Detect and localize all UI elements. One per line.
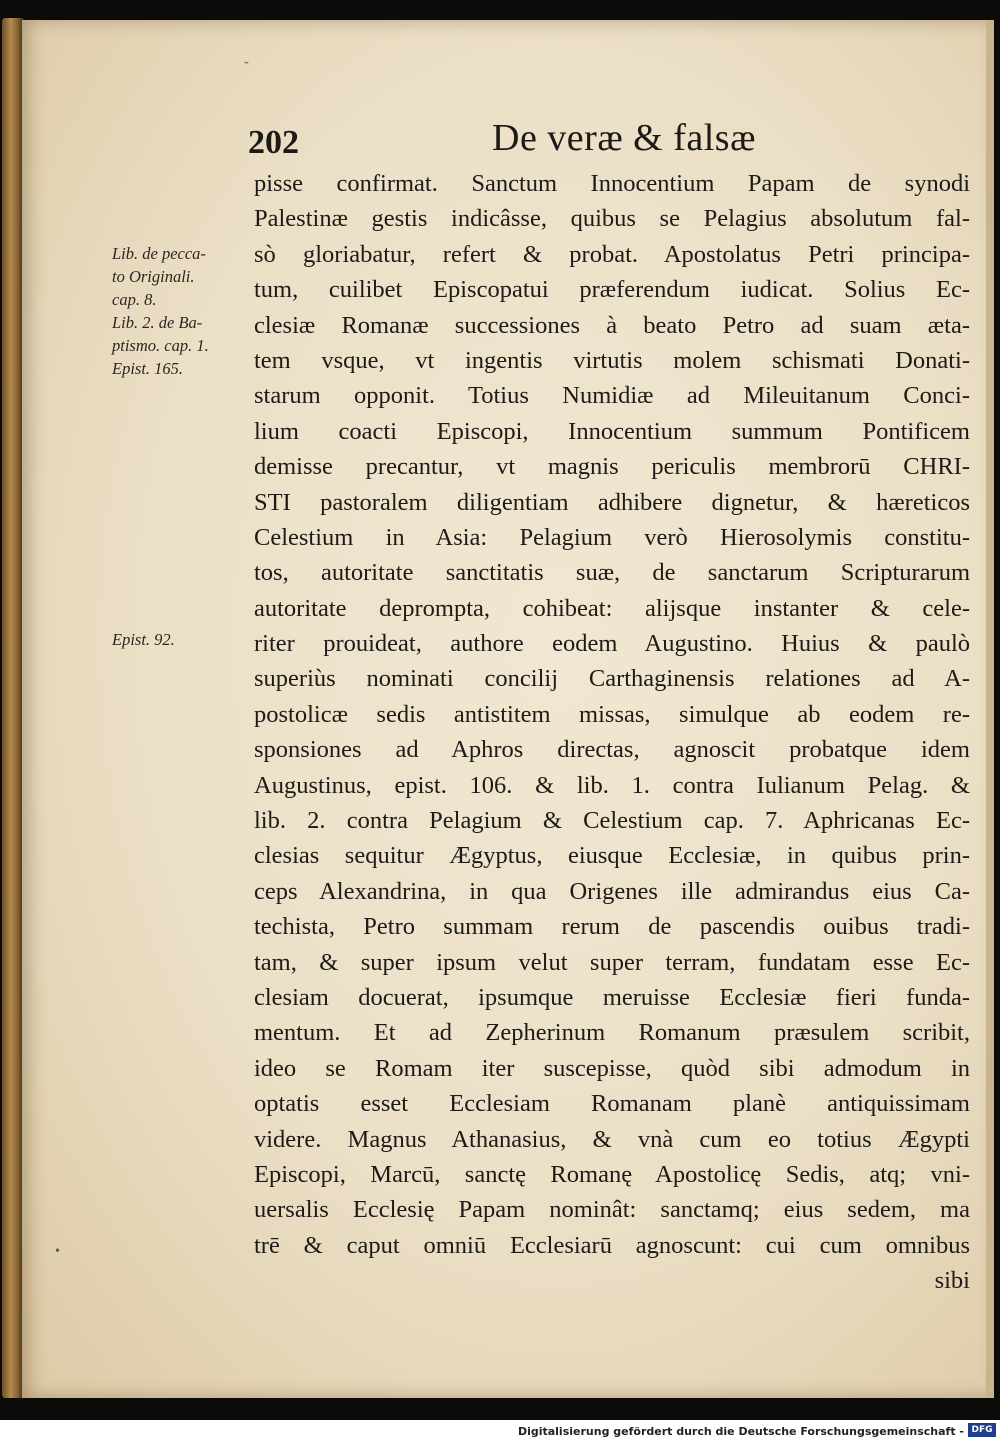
page-number: 202 (248, 124, 299, 161)
catchword: sibi (934, 1267, 970, 1295)
text-line: sponsiones ad Aphros directas, agnoscit probatque idem (254, 736, 970, 764)
book-spine-edge (2, 18, 24, 1398)
ink-dot: • (55, 1244, 60, 1259)
marginal-note-line: Lib. 2. de Ba- (112, 313, 203, 332)
text-line: mentum. Et ad Zepherinum Romanum præsulem scribit, (254, 1019, 970, 1047)
text-line: autoritate deprompta, cohibeat: alijsque instanter & cele- (254, 594, 970, 622)
text-line: STI pastoralem diligentiam adhibere dignetur, & hæreticos (254, 488, 970, 516)
text-line: tum, cuilibet Episcopatui præferendum iudicat. Solius Ec- (254, 276, 970, 304)
text-line: postolicæ sedis antistitem missas, simulque ab eodem re- (254, 700, 970, 728)
text-line: optatis esset Ecclesiam Romanam planè antiquissimam (254, 1090, 970, 1118)
marginal-note-line: ptismo. cap. 1. (112, 336, 209, 355)
text-line: Augustinus, epist. 106. & lib. 1. contra Iulianum Pelag. & (254, 771, 970, 799)
text-line: pisse confirmat. Sanctum Innocentium Papam de synodi (254, 170, 970, 197)
text-line: tem vsque, vt ingentis virtutis molem schismati Donati- (254, 346, 970, 374)
text-line: videre. Magnus Athanasius, & vnà cum eo totius Ægypti (254, 1125, 970, 1153)
text-line: tos, autoritate sanctitatis suæ, de sanctarum Scripturarum (254, 559, 970, 587)
text-line: Episcopi, Marcū, sanctę Romanę Apostolicę Sedis, atq; vni- (254, 1160, 970, 1188)
body-text (254, 166, 970, 1299)
marginal-note-line: Lib. de pecca- (112, 244, 206, 263)
marginal-note-2 (112, 628, 242, 651)
text-line: sò gloriabatur, refert & probat. Apostolatus Petri principa- (254, 240, 970, 268)
marginal-note-line: cap. 8. (112, 290, 157, 309)
funding-credit: Digitalisierung gefördert durch die Deutsche Forschungsgemeinschaft - (517, 1425, 964, 1438)
text-line: starum opponit. Totius Numidiæ ad Mileuitanum Conci- (254, 382, 970, 410)
text-line: riter prouideat, authore eodem Augustino. Huius & paulò (254, 630, 970, 658)
text-line: tam, & super ipsum velut super terram, fundatam esse Ec- (254, 948, 970, 976)
marginal-note-line: to Originali. (112, 267, 195, 286)
text-line: ideo se Romam iter suscepisse, quòd sibi admodum in (254, 1054, 970, 1082)
text-line: clesiæ Romanæ successiones à beato Petro ad suam æta- (254, 311, 970, 339)
text-line: clesiam docuerat, ipsumque meruisse Ecclesiæ fieri funda- (254, 983, 970, 1011)
running-head: De veræ & falsæ (492, 117, 756, 159)
page-right-edge (986, 20, 994, 1398)
marginal-note-line: Epist. 92. (112, 630, 175, 649)
text-line: Palestinæ gestis indicâsse, quibus se Pelagius absolutum fal- (254, 205, 970, 233)
text-line: demisse precantur, vt magnis periculis membrorū CHRI- (254, 453, 970, 481)
marginal-note-1 (112, 242, 242, 380)
text-line: trē & caput omniū Ecclesiarū agnoscunt: cui cum omnibus (254, 1231, 970, 1259)
text-line: clesias sequitur Ægyptus, eiusque Ecclesiæ, in quibus prin- (254, 842, 970, 870)
text-line: superiùs nominati concilij Carthaginensis relationes ad A- (254, 665, 970, 693)
text-line: lib. 2. contra Pelagium & Celestium cap. 7. Aphricanas Ec- (254, 807, 970, 835)
dfg-logo: DFG (968, 1423, 996, 1437)
text-line: lium coacti Episcopi, Innocentium summum Pontificem (254, 417, 970, 445)
ink-mark: ˇ (244, 60, 249, 75)
text-line: techista, Petro summam rerum de pascendis ouibus tradi- (254, 913, 970, 941)
text-line: Celestium in Asia: Pelagium verò Hierosolymis constitu- (254, 523, 970, 551)
text-line: ceps Alexandrina, in qua Origenes ille admirandus eius Ca- (254, 877, 970, 905)
marginal-note-line: Epist. 165. (112, 359, 184, 378)
text-line: uersalis Ecclesię Papam nominât: sanctamq; eius sedem, ma (254, 1196, 970, 1224)
